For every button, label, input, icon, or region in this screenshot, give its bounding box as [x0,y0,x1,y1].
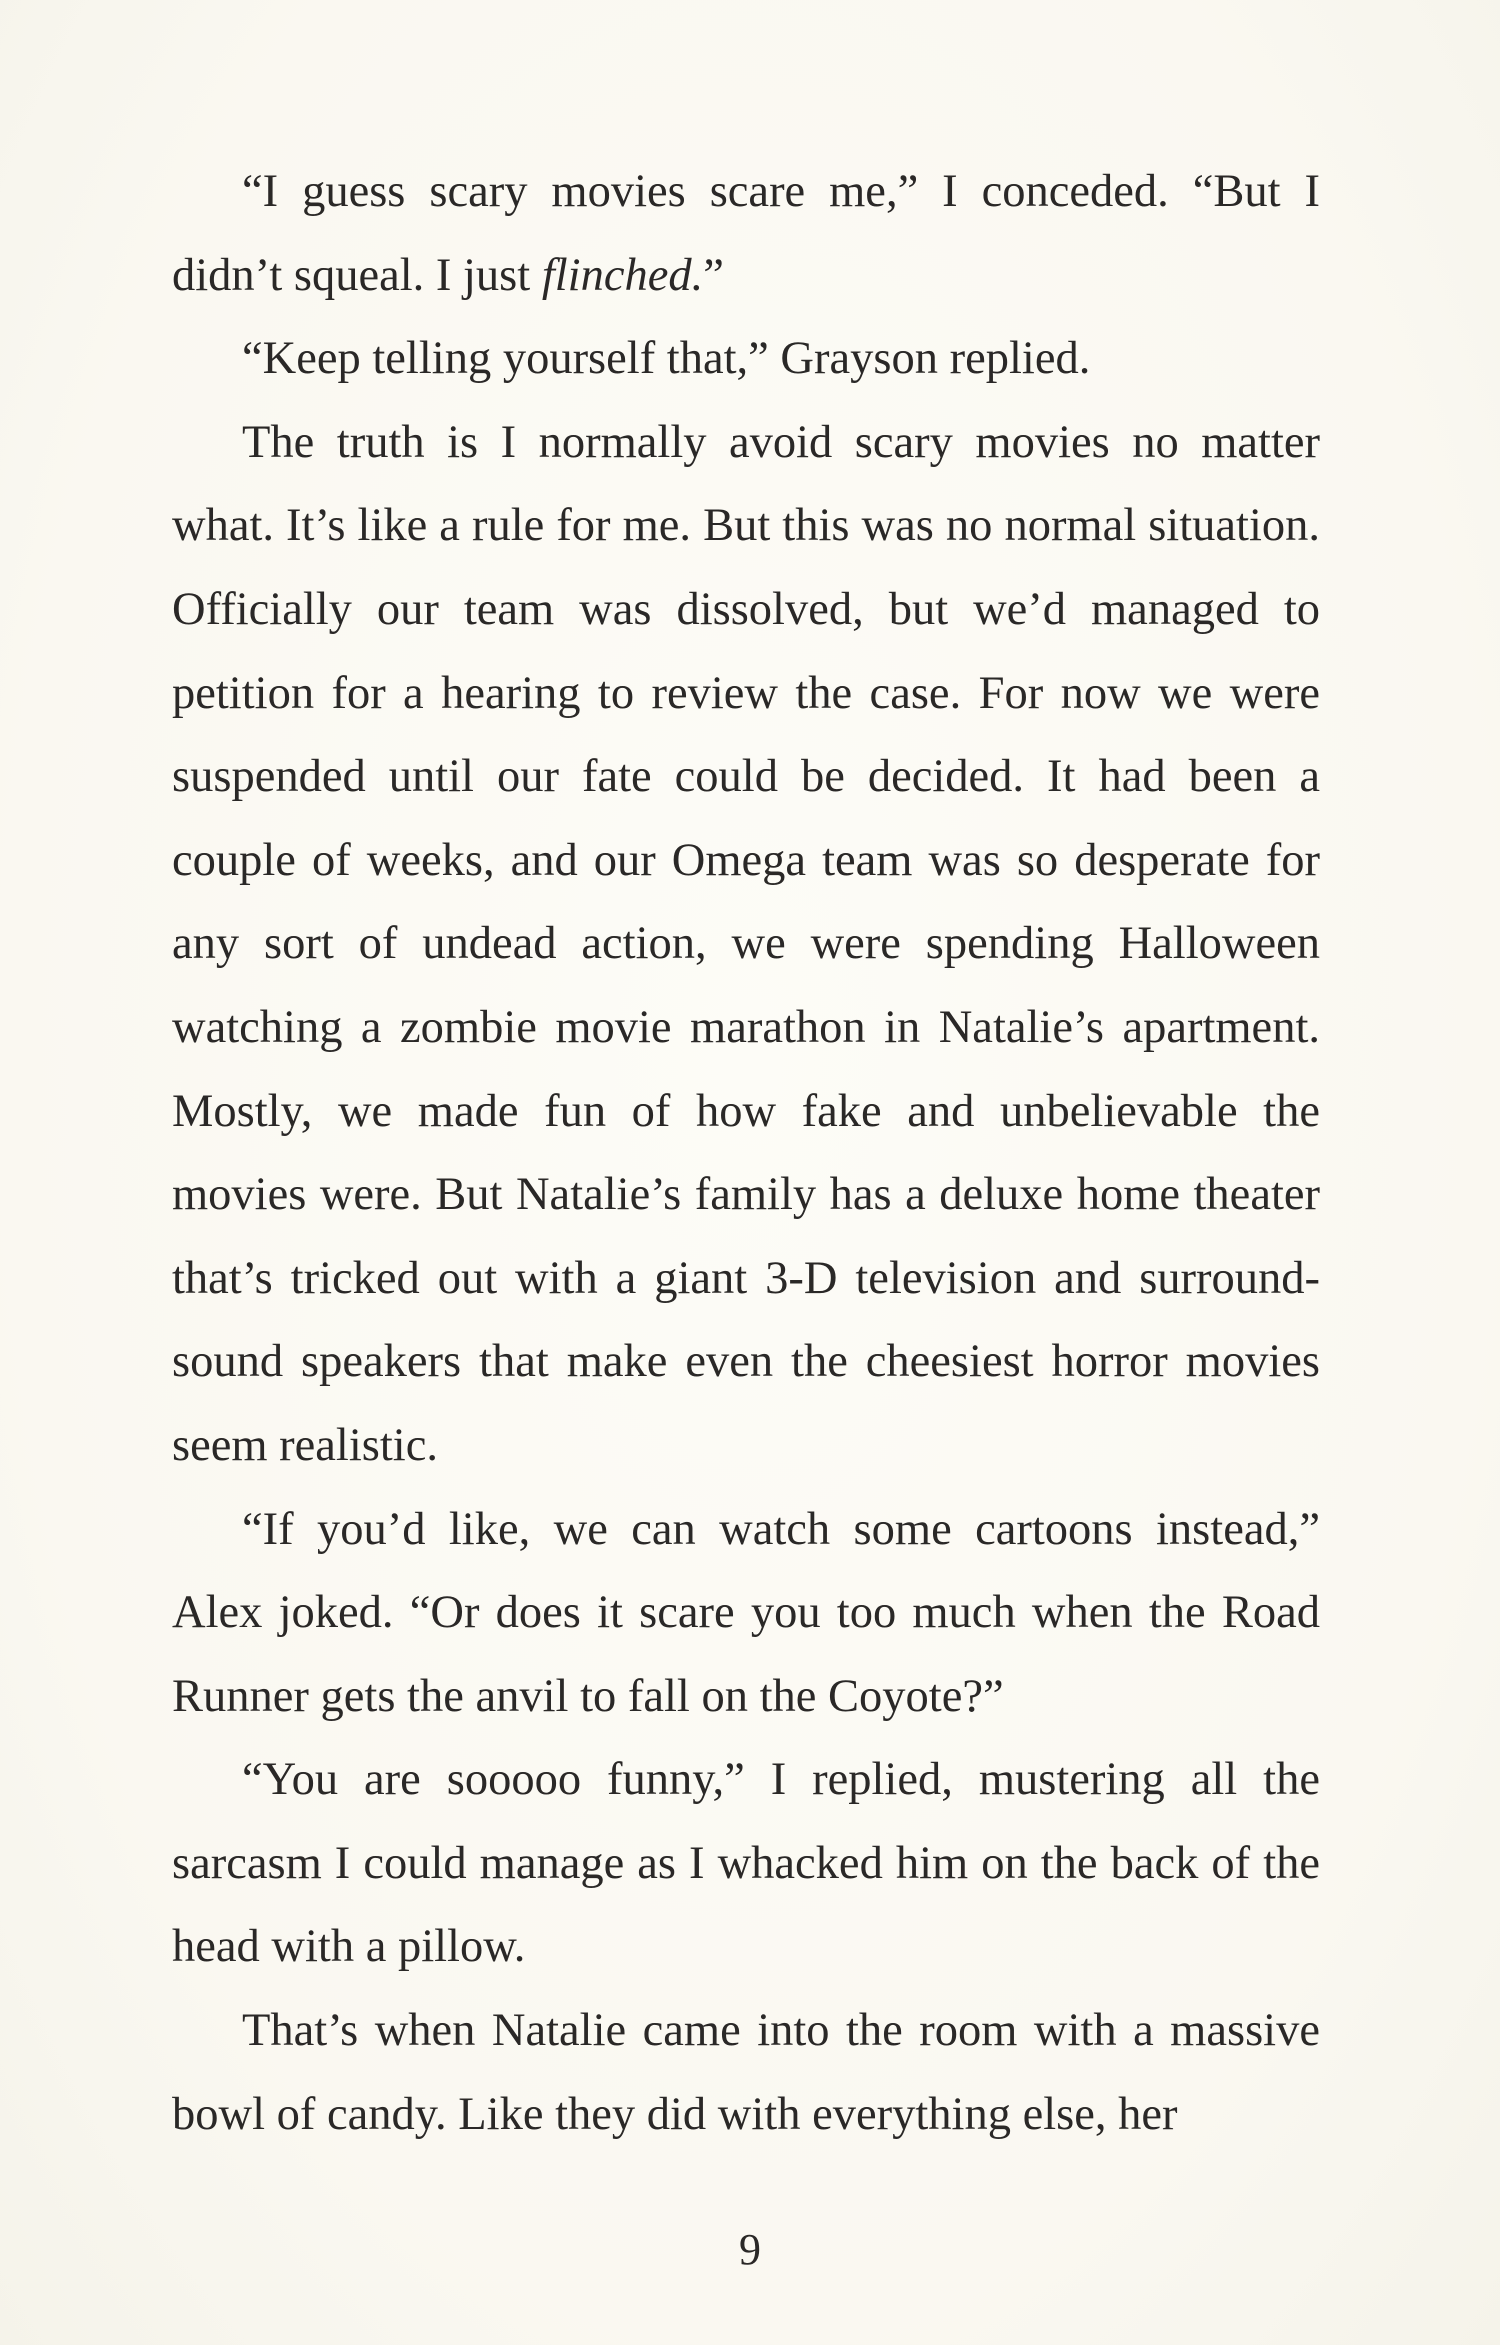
paragraph-1-text: “I guess scary movies scare me,” I conceded. “But I didn’t squeal. I just [172,166,1320,301]
paragraph-1 [172,150,1320,317]
paragraph-3: The truth is I normally avoid scary movies no matter what. It’s like a rule for me. But this was no normal situation. Officially our team was dissolved, but we’d managed to petition for a hearing to review the case. For now we were suspended until our fate could be decided. It had been a couple of weeks, and our Omega team was so desperate for any sort of undead action, we were spending Halloween watching a zombie movie marathon in Natalie’s apartment. Mostly, we made fun of how fake and unbelievable the movies were. But Natalie’s family has a deluxe home theater that’s tricked out with a giant 3-D television and surround-sound speakers that make even the cheesiest horror movies seem realistic. [172,416,1320,1471]
paragraph-6: That’s when Natalie came into the room with a massive bowl of candy. Like they did with everything else, her [172,2005,1320,2140]
paragraph-1-italic-word: flinched. [541,249,704,301]
body-text [172,150,1320,2156]
paragraph-4: “If you’d like, we can watch some cartoons instead,” Alex joked. “Or does it scare you too much when the Road Runner gets the anvil to fall on the Coyote?” [172,1503,1320,1722]
page-number: 9 [739,2225,761,2274]
paragraph-1-closing-quote: ” [703,249,724,301]
paragraph-2: “Keep telling yourself that,” Grayson replied. [242,333,1091,385]
paragraph-5: “You are sooooo funny,” I replied, mustering all the sarcasm I could manage as I whacked him on the back of the head with a pillow. [172,1754,1320,1973]
